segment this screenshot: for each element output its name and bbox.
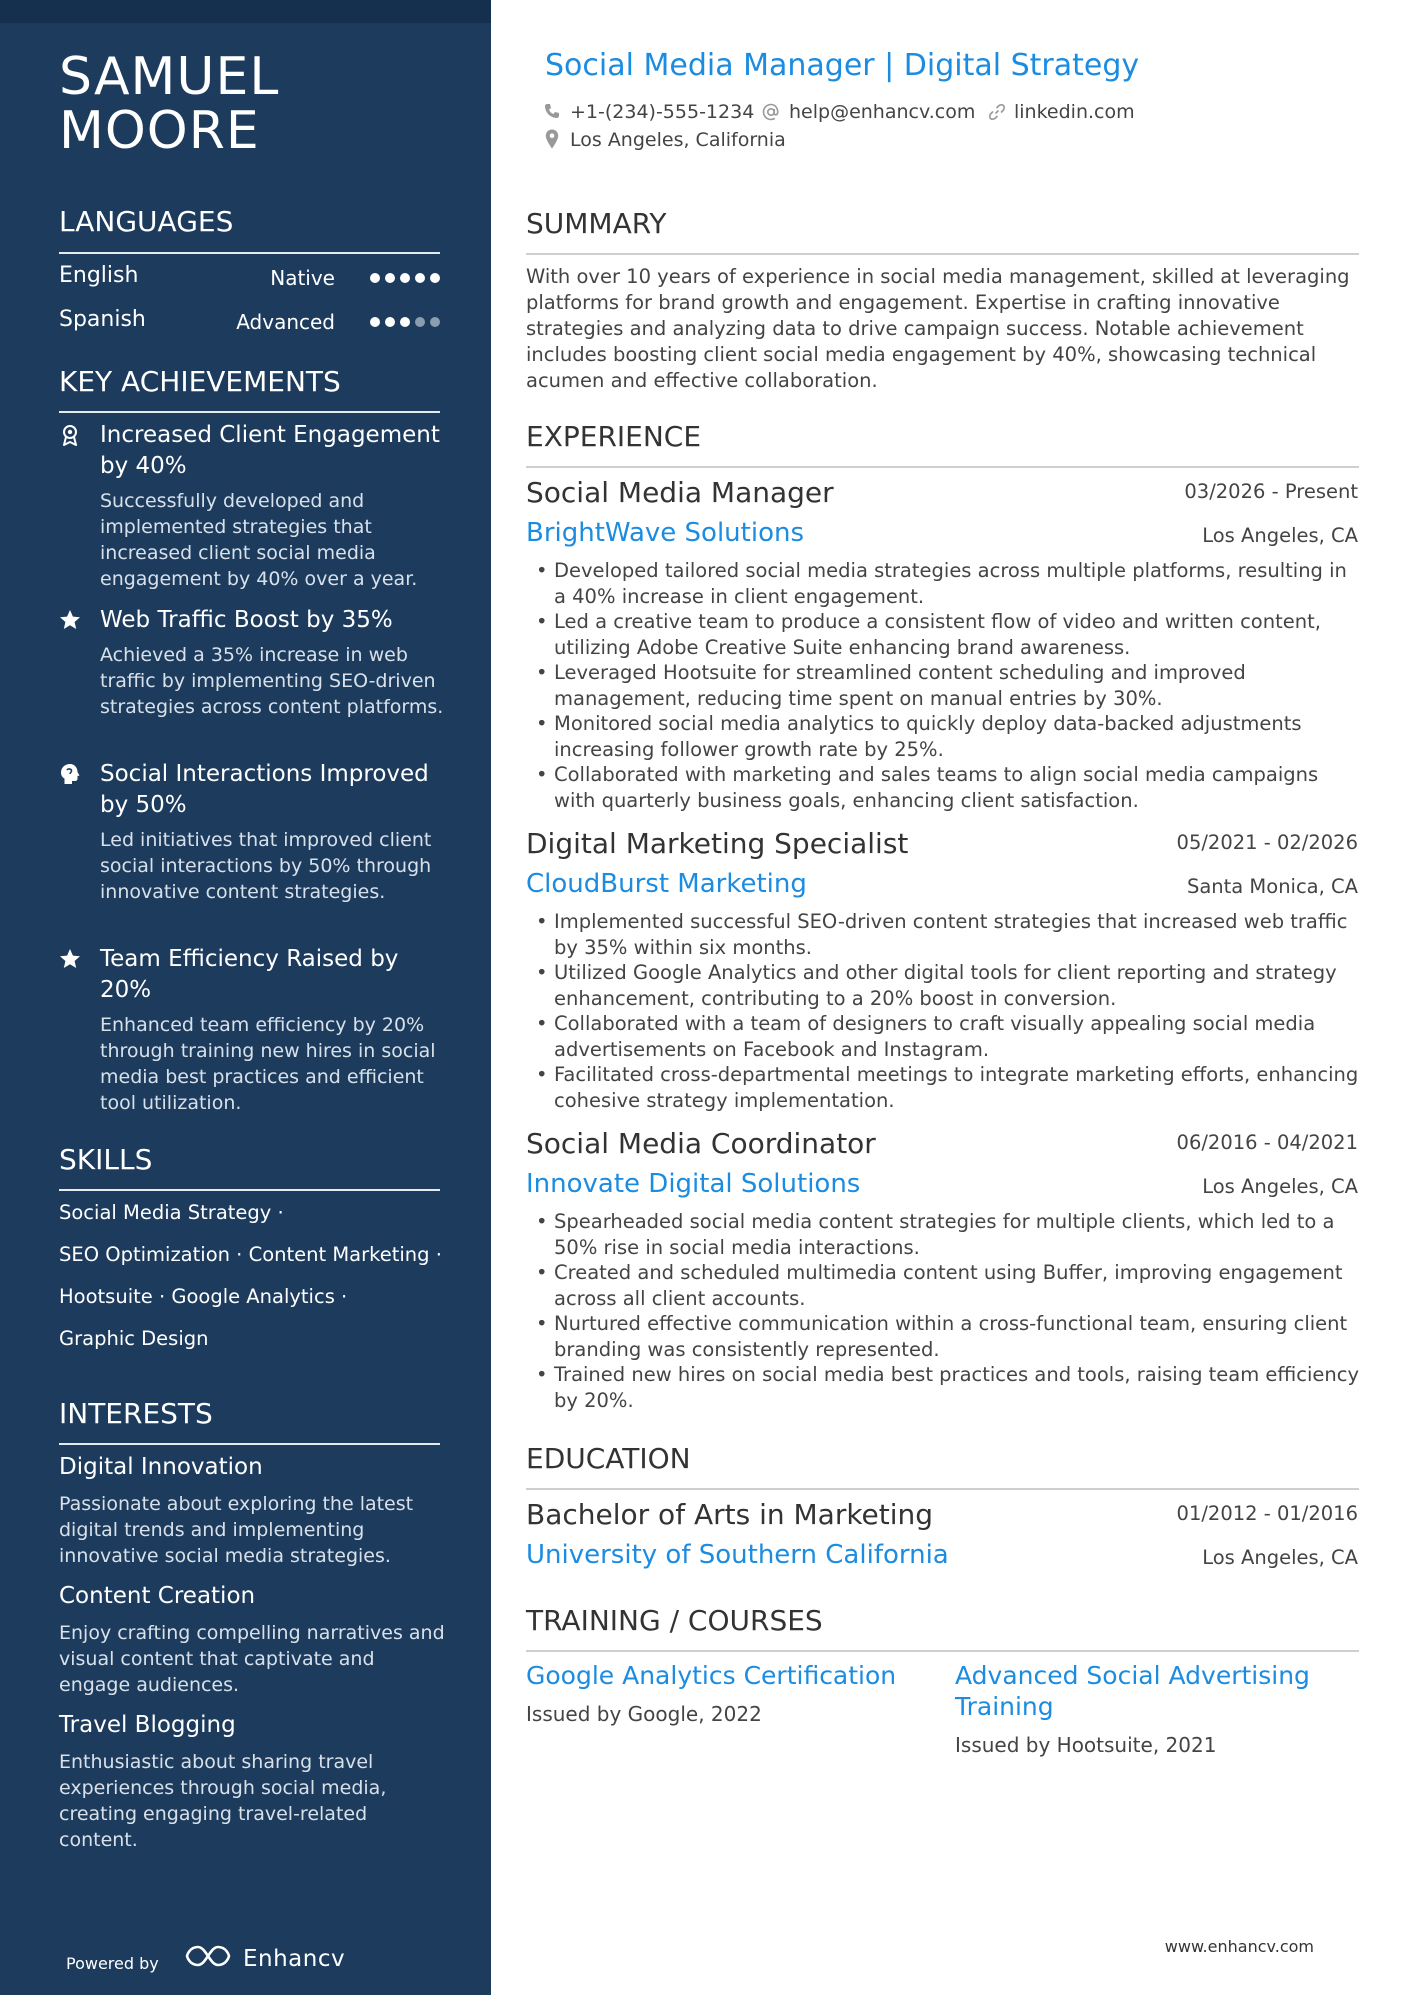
achievement-title: Social Interactions Improved by 50% bbox=[100, 761, 429, 818]
job-bullet: • Created and scheduled multimedia content using Buffer, improving engagement across all client accounts. bbox=[526, 1260, 1361, 1311]
contact-email[interactable]: help@enhancv.com bbox=[789, 101, 976, 123]
dot-filled bbox=[400, 317, 410, 327]
dot-filled bbox=[430, 273, 440, 283]
job-bullet: • Led a creative team to produce a consistent flow of video and written content, utilizing Adobe Creative Suite enhancing brand awareness. bbox=[526, 609, 1361, 660]
course-title: Advanced Social Advertising Training bbox=[955, 1661, 1310, 1721]
experience-divider bbox=[526, 466, 1359, 468]
job-location: Santa Monica, CA bbox=[1186, 875, 1358, 898]
achievement-title: Web Traffic Boost by 35% bbox=[100, 607, 393, 633]
education-divider bbox=[526, 1488, 1359, 1490]
achievement-desc: Successfully developed and implemented strategies that increased client social media engagement by 40% over a year. bbox=[100, 490, 418, 590]
interests-divider bbox=[59, 1443, 440, 1445]
interest-desc: Passionate about exploring the latest digital trends and implementing innovative social media strategies. bbox=[59, 1493, 414, 1567]
education-degree: Bachelor of Arts in Marketing bbox=[526, 1498, 934, 1531]
dot-filled bbox=[415, 273, 425, 283]
job-bullet: • Trained new hires on social media best practices and tools, raising team efficiency by 20%. bbox=[526, 1362, 1361, 1413]
language-row bbox=[59, 263, 440, 295]
link-icon bbox=[988, 103, 1006, 121]
job-bullet: • Spearheaded social media content strategies for multiple clients, which led to a 50% rise in social media interactions. bbox=[526, 1209, 1361, 1260]
summary-heading: SUMMARY bbox=[526, 207, 667, 240]
location-pin-icon bbox=[545, 129, 559, 149]
training-heading: TRAINING / COURSES bbox=[526, 1604, 823, 1637]
job-location: Los Angeles, CA bbox=[1202, 524, 1358, 547]
job-bullet: • Collaborated with marketing and sales teams to align social media campaigns with quarterly business goals, enhancing client satisfaction. bbox=[526, 762, 1361, 813]
job-title: Social Media Coordinator bbox=[526, 1127, 876, 1160]
language-row bbox=[59, 307, 440, 339]
job-bullet: • Utilized Google Analytics and other digital tools for client reporting and strategy enhancement, contributing to a 20% boost in conversion. bbox=[526, 960, 1361, 1011]
job-bullet: • Nurtured effective communication within a cross-functional team, ensuring client branding was consistently represented. bbox=[526, 1311, 1361, 1362]
proficiency-dots bbox=[370, 273, 440, 283]
job-dates: 05/2021 - 02/2026 bbox=[1176, 831, 1358, 854]
job-bullets bbox=[526, 909, 1361, 1113]
interest-title: Digital Innovation bbox=[59, 1454, 263, 1480]
first-name: SAMUEL bbox=[59, 47, 280, 107]
headline: Social Media Manager | Digital Strategy bbox=[545, 48, 1140, 83]
job-bullet: • Developed tailored social media strategies across multiple platforms, resulting in a 40% increase in client engagement. bbox=[526, 558, 1361, 609]
dot-empty bbox=[430, 317, 440, 327]
sidebar bbox=[0, 0, 491, 1995]
achievement-desc: Led initiatives that improved client social interactions by 50% through innovative content strategies. bbox=[100, 829, 432, 903]
summary-text: With over 10 years of experience in social media management, skilled at leveraging platforms for brand growth and engagement. Expertise in crafting innovative strategies and analyzing data to drive campaign success. Notable achievement includes boosting client social media engagement by 40%, showcasing technical acumen and effective collaboration. bbox=[526, 265, 1350, 392]
achievement-title: Team Efficiency Raised by 20% bbox=[100, 946, 399, 1003]
dot-filled bbox=[385, 273, 395, 283]
proficiency-dots bbox=[370, 317, 440, 327]
award-ribbon-icon bbox=[59, 424, 81, 446]
candidate-name bbox=[59, 47, 280, 161]
skills-line: Hootsuite · Google Analytics · bbox=[59, 1285, 348, 1308]
brain-icon bbox=[59, 763, 81, 785]
job-company: CloudBurst Marketing bbox=[526, 869, 807, 899]
job-location: Los Angeles, CA bbox=[1202, 1175, 1358, 1198]
education-school: University of Southern California bbox=[526, 1540, 949, 1570]
achievement-desc: Achieved a 35% increase in web traffic by implementing SEO-driven strategies across content platforms. bbox=[100, 644, 444, 718]
language-level: Advanced bbox=[236, 310, 335, 334]
at-sign-icon bbox=[762, 103, 780, 121]
job-bullets bbox=[526, 558, 1361, 813]
skills-line: Social Media Strategy · bbox=[59, 1201, 284, 1224]
training-divider bbox=[526, 1650, 1359, 1652]
education-dates: 01/2012 - 01/2016 bbox=[1176, 1502, 1358, 1525]
languages-divider bbox=[59, 252, 440, 254]
job-bullet: • Collaborated with a team of designers to craft visually appealing social media advertisements on Facebook and Instagram. bbox=[526, 1011, 1361, 1062]
interest-title: Content Creation bbox=[59, 1583, 256, 1609]
powered-by-label: Powered by bbox=[66, 1954, 159, 1973]
experience-heading: EXPERIENCE bbox=[526, 420, 702, 453]
interest-desc: Enthusiastic about sharing travel experiences through social media, creating engaging travel-related content. bbox=[59, 1751, 387, 1851]
job-bullet: • Facilitated cross-departmental meetings to integrate marketing efforts, enhancing cohesive strategy implementation. bbox=[526, 1062, 1361, 1113]
dot-filled bbox=[400, 273, 410, 283]
contact-phone: +1-(234)-555-1234 bbox=[570, 101, 755, 123]
dot-filled bbox=[370, 273, 380, 283]
job-company: Innovate Digital Solutions bbox=[526, 1169, 861, 1199]
language-name: Spanish bbox=[59, 307, 146, 332]
last-name: MOORE bbox=[59, 101, 260, 161]
interests-heading: INTERESTS bbox=[59, 1397, 213, 1430]
dot-filled bbox=[370, 317, 380, 327]
dot-empty bbox=[415, 317, 425, 327]
summary-divider bbox=[526, 253, 1359, 255]
job-dates: 06/2016 - 04/2021 bbox=[1176, 1131, 1358, 1154]
skills-line: SEO Optimization · Content Marketing · bbox=[59, 1243, 442, 1266]
course-issuer: Issued by Google, 2022 bbox=[526, 1702, 762, 1726]
sidebar-top-strip bbox=[0, 0, 491, 23]
course-issuer: Issued by Hootsuite, 2021 bbox=[955, 1733, 1217, 1757]
job-title: Digital Marketing Specialist bbox=[526, 827, 909, 860]
job-dates: 03/2026 - Present bbox=[1184, 480, 1358, 503]
contact-linkedin[interactable]: linkedin.com bbox=[1014, 101, 1135, 123]
phone-icon bbox=[544, 103, 560, 119]
skills-line: Graphic Design bbox=[59, 1327, 209, 1350]
skills-heading: SKILLS bbox=[59, 1143, 153, 1176]
job-company: BrightWave Solutions bbox=[526, 518, 805, 548]
skills-divider bbox=[59, 1189, 440, 1191]
job-bullet: • Implemented successful SEO-driven content strategies that increased web traffic by 35% within six months. bbox=[526, 909, 1361, 960]
education-location: Los Angeles, CA bbox=[1202, 1546, 1358, 1569]
star-icon bbox=[59, 609, 81, 631]
job-bullets bbox=[526, 1209, 1361, 1413]
interest-desc: Enjoy crafting compelling narratives and visual content that captivate and engage audiences. bbox=[59, 1622, 445, 1696]
language-name: English bbox=[59, 263, 139, 288]
enhancv-logo-icon bbox=[184, 1943, 232, 1969]
enhancv-brand: Enhancv bbox=[243, 1946, 346, 1972]
achievements-divider bbox=[59, 411, 440, 413]
achievement-desc: Enhanced team efficiency by 20% through training new hires in social media best practices and efficient tool utilization. bbox=[100, 1014, 436, 1114]
job-bullet: • Leveraged Hootsuite for streamlined content scheduling and improved management, reducing time spent on manual entries by 30%. bbox=[526, 660, 1361, 711]
interest-title: Travel Blogging bbox=[59, 1712, 236, 1738]
languages-heading: LANGUAGES bbox=[59, 205, 234, 238]
dot-filled bbox=[385, 317, 395, 327]
star-icon bbox=[59, 948, 81, 970]
job-title: Social Media Manager bbox=[526, 476, 834, 509]
course-title: Google Analytics Certification bbox=[526, 1661, 897, 1690]
education-heading: EDUCATION bbox=[526, 1442, 691, 1475]
job-bullet: • Monitored social media analytics to quickly deploy data-backed adjustments increasing follower growth rate by 25%. bbox=[526, 711, 1361, 762]
achievements-heading: KEY ACHIEVEMENTS bbox=[59, 365, 341, 398]
footer-website[interactable]: www.enhancv.com bbox=[1164, 1937, 1314, 1956]
language-level: Native bbox=[270, 266, 335, 290]
achievement-title: Increased Client Engagement by 40% bbox=[100, 422, 440, 479]
contact-location: Los Angeles, California bbox=[570, 129, 786, 151]
